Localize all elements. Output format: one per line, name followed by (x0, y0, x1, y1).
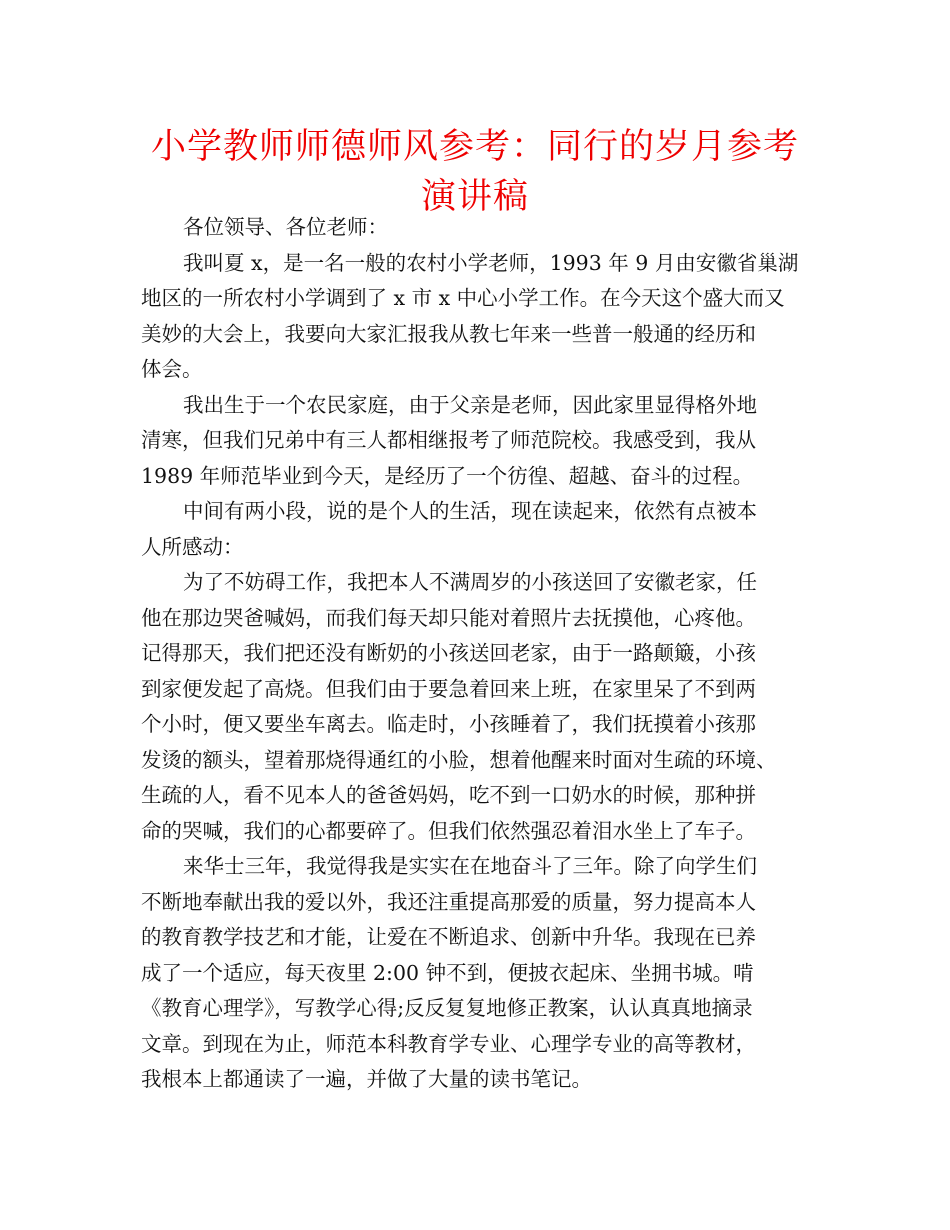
paragraph-line: 不断地奉献出我的爱以外，我还注重提高那爱的质量，努力提高本人 (141, 889, 756, 914)
title-line-2: 演讲稿 (420, 177, 529, 217)
paragraph-line: 美妙的大会上，我要向大家汇报我从教七年来一些普一般通的经历和 (141, 321, 756, 346)
paragraph-line: 生疏的人，看不见本人的爸爸妈妈，吃不到一口奶水的时候，那种拼 (141, 783, 756, 807)
paragraph-line: 到家便发起了高烧。但我们由于要急着回来上班，在家里呆了不到两 (141, 676, 756, 701)
paragraph-line: 个小时，便又要坐车离去。临走时，小孩睡着了，我们抚摸着小孩那 (141, 712, 756, 736)
paragraph-line: 他在那边哭爸喊妈，而我们每天却只能对着照片去抚摸他，心疼他。 (141, 605, 756, 630)
paragraph-line: 中间有两小段，说的是个人的生活，现在读起来，依然有点被本 (183, 499, 757, 523)
paragraph-line: 文章。到现在为止，师范本科教育学专业、心理学专业的高等教材， (141, 1031, 756, 1056)
paragraph-line: 为了不妨碍工作，我把本人不满周岁的小孩送回了安徽老家，任 (183, 570, 757, 594)
paragraph-line: 清寒，但我们兄弟中有三人都相继报考了师范院校。我感受到，我从 (141, 428, 756, 452)
salutation: 各位领导、各位老师： (183, 215, 388, 239)
paragraph-line: 成了一个适应，每天夜里 2:00 钟不到，便披衣起床、坐拥书城。啃 (141, 960, 754, 985)
paragraph-line: 的教育教学技艺和才能，让爱在不断追求、创新中升华。我现在已养 (141, 925, 756, 949)
speech-body (141, 210, 821, 1098)
paragraph-line: 我叫夏 x，是一名一般的农村小学老师，1993 年 9 月由安徽省巢湖 (183, 250, 799, 275)
paragraph-line: 《教育心理学》，写教学心得;反反复复地修正教案，认认真真地摘录 (141, 996, 753, 1020)
paragraph-line: 地区的一所农村小学调到了 x 市 x 中心小学工作。在今天这个盛大而又 (141, 286, 785, 310)
paragraph-line: 1989 年师范毕业到今天，是经历了一个彷徨、超越、奋斗的过程。 (141, 463, 754, 488)
paragraph-line: 我根本上都通读了一遍，并做了大量的读书笔记。 (141, 1067, 592, 1091)
paragraph-line: 记得那天，我们把还没有断奶的小孩送回老家，由于一路颠簸，小孩 (141, 641, 756, 665)
paragraph-line: 来华士三年，我觉得我是实实在在地奋斗了三年。除了向学生们 (183, 854, 757, 878)
paragraph-line: 人所感动： (141, 534, 244, 559)
title-line-1: 小学教师师德师风参考：同行的岁月参考 (150, 127, 799, 167)
document-title (120, 122, 830, 222)
paragraph-line: 体会。 (141, 357, 203, 381)
paragraph-line: 我出生于一个农民家庭，由于父亲是老师，因此家里显得格外地 (183, 392, 757, 417)
paragraph-line: 命的哭喊，我们的心都要碎了。但我们依然强忍着泪水坐上了车子。 (141, 818, 756, 843)
paragraph-line: 发烫的额头，望着那烧得通红的小脸，想着他醒来时面对生疏的环境、 (141, 747, 777, 772)
